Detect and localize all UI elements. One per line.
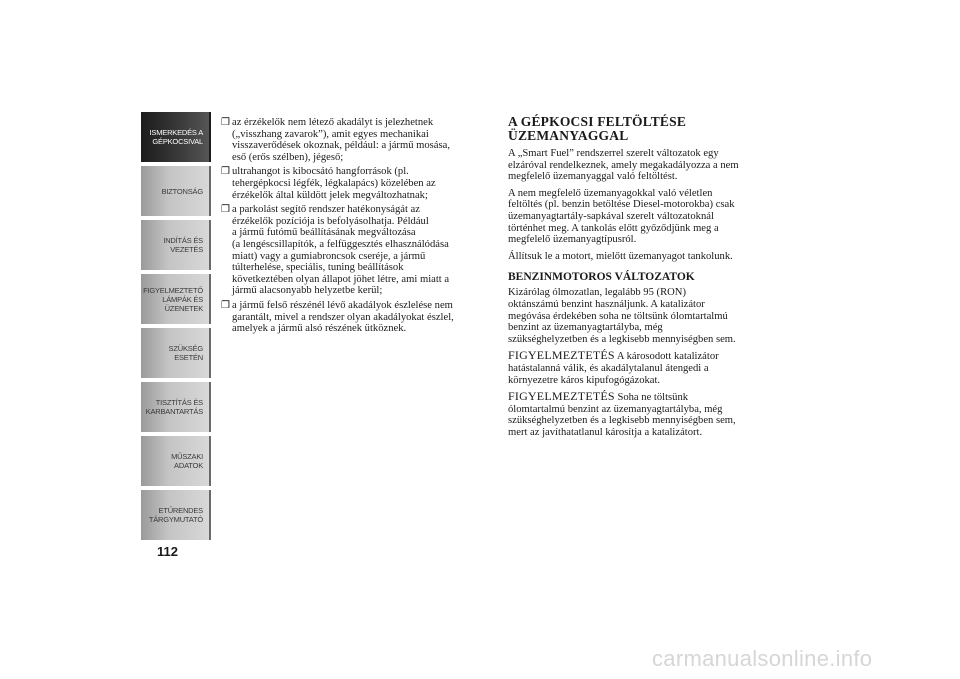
list-item <box>221 300 493 335</box>
list-item <box>221 117 493 163</box>
warning-label: FIGYELMEZTETÉS <box>508 389 615 404</box>
tab-label: ETŰRENDES TÁRGYMUTATÓ <box>148 506 203 524</box>
tab-label: ISMERKEDÉS A GÉPKOCSIVAL <box>149 128 203 146</box>
warning-text: A károsodott katalizátor hatástalanná válik, és akadálytalanul átengedi a környezetre káros kipufogógázokat. <box>508 351 719 386</box>
tab-figyelmezteto[interactable] <box>141 274 211 324</box>
checkbox-bullet-icon: ❒ <box>221 166 230 178</box>
list-item <box>221 204 493 297</box>
section-title: A GÉPKOCSI FELTÖLTÉSE ÜZEMANYAGGAL <box>508 114 687 143</box>
tab-label: TISZTÍTÁS ÉS KARBANTARTÁS <box>145 398 203 416</box>
tab-label: MŰSZAKI ADATOK <box>171 452 203 470</box>
page-number: 112 <box>157 544 178 559</box>
tab-inditas[interactable] <box>141 220 211 270</box>
warning-paragraph <box>508 391 780 438</box>
tab-label: BIZTONSÁG <box>161 186 203 196</box>
tab-targymutato[interactable] <box>141 490 211 540</box>
subsection-heading: BENZINMOTOROS VÁLTOZATOK <box>508 271 695 284</box>
tab-muszaki[interactable] <box>141 436 211 486</box>
checkbox-bullet-icon: ❒ <box>221 299 230 311</box>
bullet-text: a jármű felső részénél lévő akadályok észlelése nem garantált, mivel a rendszer olyan akadályokat észlel, amelyek a jármű alsó részének ütköznek. <box>232 299 454 335</box>
bullet-text: a parkolást segítő rendszer hatékonyságát az érzékelők pozíciója is befolyásolhatja. Például a jármű futómű beállításának megváltozása (a lengéscsillapítók, a felfüggesztés elhasználódása miatt) vagy a gumiabroncsok cseréje, a jármű túlterhelése, speciális, tuning beállítások következtében olyan állapot jöhet létre, ami miatt a jármű alacsonyabb helyzetbe kerül; <box>232 204 450 297</box>
warning-text: Soha ne töltsünk ólomtartalmú benzint az üzemanyagtartályba, még szükséghelyzetben és a legkisebb mennyiségben sem, mert az javíthatatlanul károsítja a katalizátort. <box>508 392 736 438</box>
paragraph: A „Smart Fuel” rendszerrel szerelt változatok egy elzáróval rendelkeznek, amely megakadályozza a nem megfelelő üzemanyaggal való feltöltést. <box>508 148 739 183</box>
warning-paragraph <box>508 350 780 386</box>
watermark: carmanualsonline.info <box>652 646 873 671</box>
left-column <box>221 117 493 338</box>
tab-label: FIGYELMEZTETŐ LÁMPÁK ÉS ÜZENETEK <box>143 285 203 313</box>
checkbox-bullet-icon: ❒ <box>221 117 230 128</box>
tab-label: SZÜKSÉG ESETÉN <box>168 344 203 362</box>
tab-label: INDÍTÁS ÉS VEZETÉS <box>163 236 203 254</box>
bullet-text: az érzékelők nem létező akadályt is jelezhetnek („visszhang zavarok”), amit egyes mechanikai visszaverődések okoznak, például: a jármű mosása, eső (erős szélben), jégeső; <box>232 117 450 163</box>
tab-ismerkedes[interactable] <box>141 112 211 162</box>
paragraph: Állítsuk le a motort, mielőtt üzemanyagot tankolunk. <box>508 250 733 262</box>
bullet-text: ultrahangot is kibocsátó hangforrások (pl. tehergépkocsi légfék, légkalapács) közelében az érzékelők által küldött jelek megváltozhatnak; <box>232 166 436 201</box>
checkbox-bullet-icon: ❒ <box>221 204 230 216</box>
tab-biztonsag[interactable] <box>141 166 211 216</box>
tab-szukseg[interactable] <box>141 328 211 378</box>
chapter-sidebar <box>141 112 211 544</box>
list-item <box>221 166 493 201</box>
paragraph: A nem megfelelő üzemanyagokkal való véletlen feltöltés (pl. benzin betöltése Diesel-motorokba) csak üzemanyagtartály-sapkával szerelt változatoknál történhet meg. A tankolás előtt győződjünk meg a megfelelő üzemanyagtípusról. <box>508 187 735 246</box>
tab-tisztitas[interactable] <box>141 382 211 432</box>
paragraph: Kizárólag ólmozatlan, legalább 95 (RON) oktánszámú benzint használjunk. A katalizátor megóvása érdekében soha ne töltsünk ólomtartalmú benzint az üzemanyagtartályba, még szükséghelyzetben és a legkisebb mennyiségben sem. <box>508 287 736 345</box>
warning-label: FIGYELMEZTETÉS <box>508 348 615 363</box>
right-column <box>508 115 780 443</box>
